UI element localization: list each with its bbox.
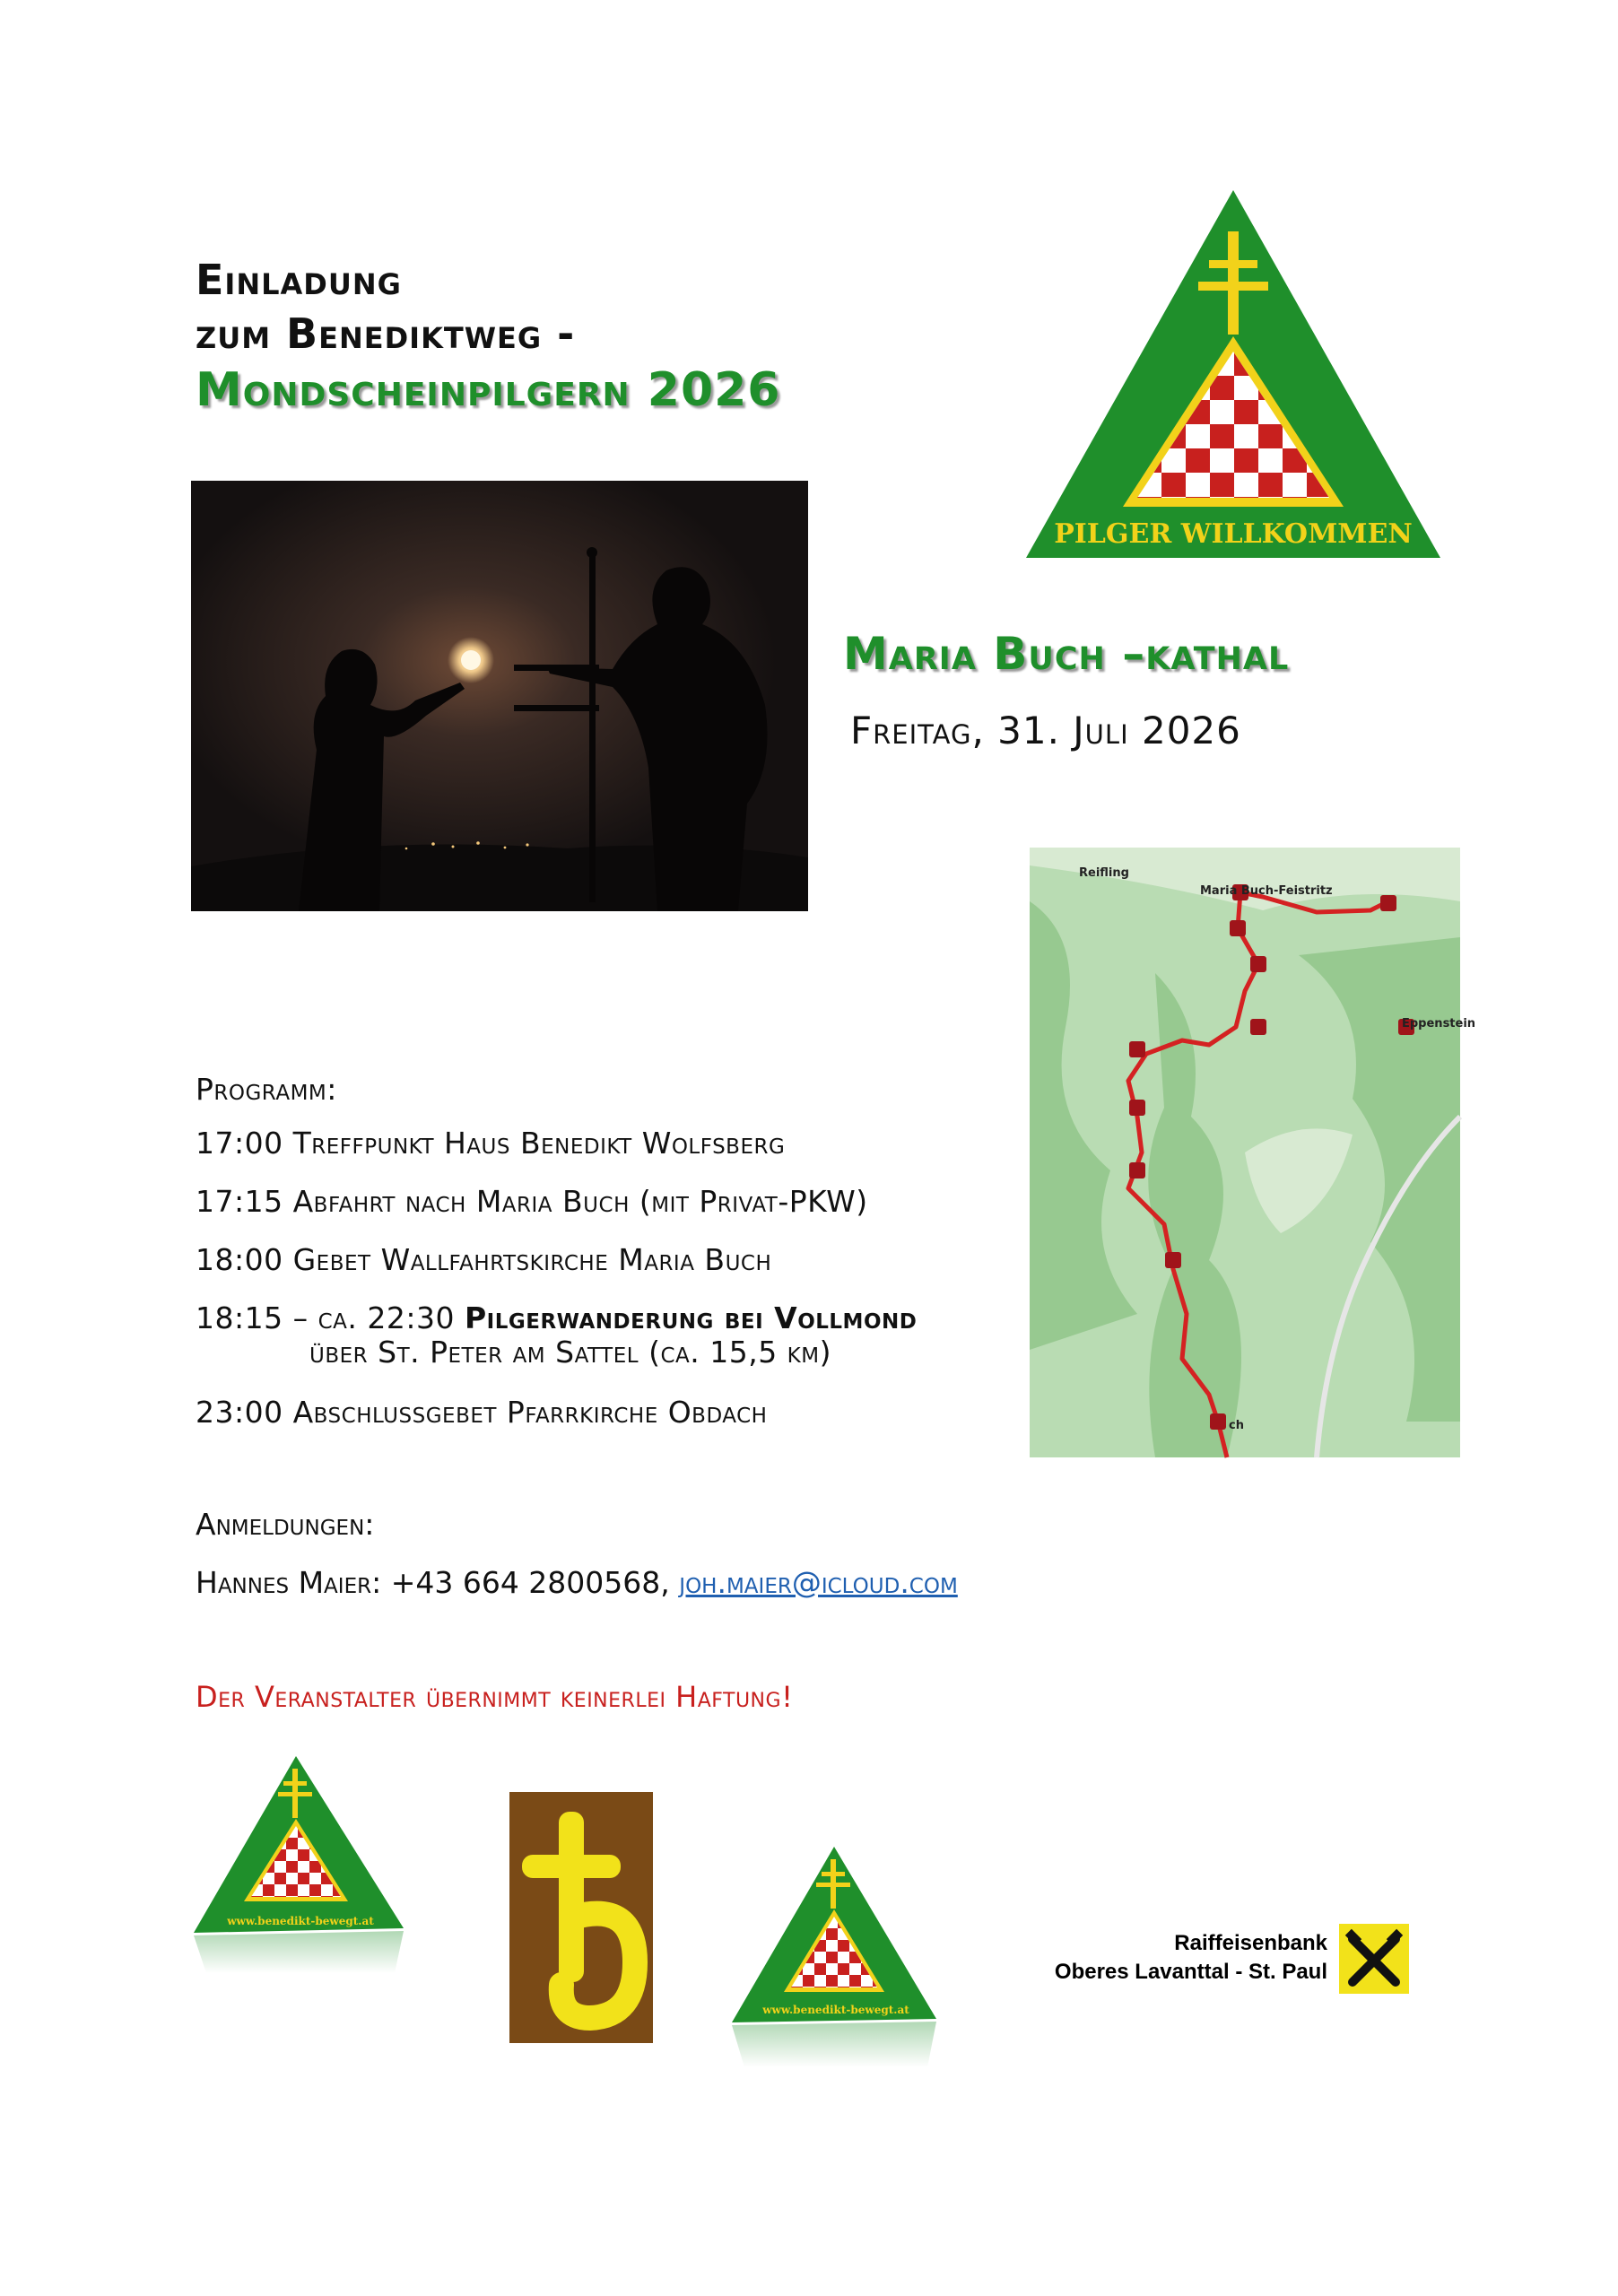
title-line-3: Mondscheinpilgern 2026 [196, 363, 781, 417]
map-marker-icon [1165, 1252, 1181, 1268]
contact-phone: +43 664 2800568, [390, 1565, 670, 1600]
map-marker-icon [1250, 956, 1266, 972]
logo-caption: PILGER WILLKOMMEN [1054, 518, 1413, 550]
program-text: Gebet Wallfahrtskirche Maria Buch [292, 1242, 772, 1277]
program-text: Pilgerwanderung bei Vollmond [464, 1300, 918, 1335]
program-text: Abschlussgebet Pfarrkirche Obdach [292, 1395, 768, 1430]
program-item [196, 1184, 868, 1219]
map-label-maria-buch: Maria Buch-Feistritz [1200, 884, 1333, 898]
bank-name-line-1: Raiffeisenbank [1174, 1931, 1327, 1955]
map-marker-icon [1129, 1162, 1145, 1178]
program-item [196, 1242, 771, 1277]
map-marker-icon [1210, 1413, 1226, 1430]
benedikt-bewegt-logo [188, 1749, 413, 1982]
title-line-1: Einladung [196, 256, 402, 304]
registration-heading: Anmeldungen: [196, 1507, 375, 1542]
contact-email-link[interactable]: joh.maier@icloud.com [679, 1565, 958, 1600]
route-title: Maria Buch –kathal [843, 628, 1290, 680]
map-label-reifling: Reifling [1079, 866, 1129, 880]
program-heading: Programm: [196, 1072, 337, 1107]
logo-url-text: www.benedikt-bewegt.at [762, 2004, 909, 2016]
map-marker-icon [1129, 1100, 1145, 1116]
benedikt-bewegt-logo-2 [728, 1843, 944, 2076]
program-time: 23:00 [196, 1395, 283, 1430]
map-label-obdach: ch [1229, 1419, 1244, 1432]
map-marker-icon [1230, 920, 1246, 936]
program-text: Treffpunkt Haus Benedikt Wolfsberg [292, 1126, 786, 1161]
moonlight-pilgrims-photo [191, 481, 808, 911]
program-time: 18:15 – ca. 22:30 [196, 1300, 455, 1335]
program-time: 18:00 [196, 1242, 283, 1277]
title-line-2: zum Benediktweg - [196, 309, 576, 358]
bank-name-line-2: Oberes Lavanttal - St. Paul [1054, 1960, 1327, 1984]
program-time: 17:00 [196, 1126, 283, 1161]
map-marker-icon [1250, 1019, 1266, 1035]
map-marker-icon [1380, 895, 1396, 911]
benediktweg-b-logo [509, 1792, 653, 2043]
program-item [196, 1395, 767, 1430]
map-marker-icon [1129, 1041, 1145, 1057]
raiffeisenbank-logo [1039, 1919, 1442, 1996]
event-date: Freitag, 31. Juli 2026 [850, 709, 1241, 752]
program-time: 17:15 [196, 1184, 283, 1219]
liability-disclaimer: Der Veranstalter übernimmt keinerlei Haftung! [196, 1680, 794, 1714]
logo-url-text: www.benedikt-bewegt.at [227, 1915, 374, 1927]
route-map [1030, 848, 1476, 1457]
registration-contact [196, 1565, 958, 1600]
program-text: Abfahrt nach Maria Buch (mit Privat-PKW) [292, 1184, 868, 1219]
program-item-sub: über St. Peter am Sattel (ca. 15,5 km) [309, 1335, 831, 1370]
program-item [196, 1126, 785, 1161]
map-label-eppenstein: Eppenstein [1402, 1017, 1476, 1031]
pilger-willkommen-logo [1022, 188, 1444, 565]
contact-name: Hannes Maier: [196, 1565, 382, 1600]
program-item [196, 1300, 917, 1335]
